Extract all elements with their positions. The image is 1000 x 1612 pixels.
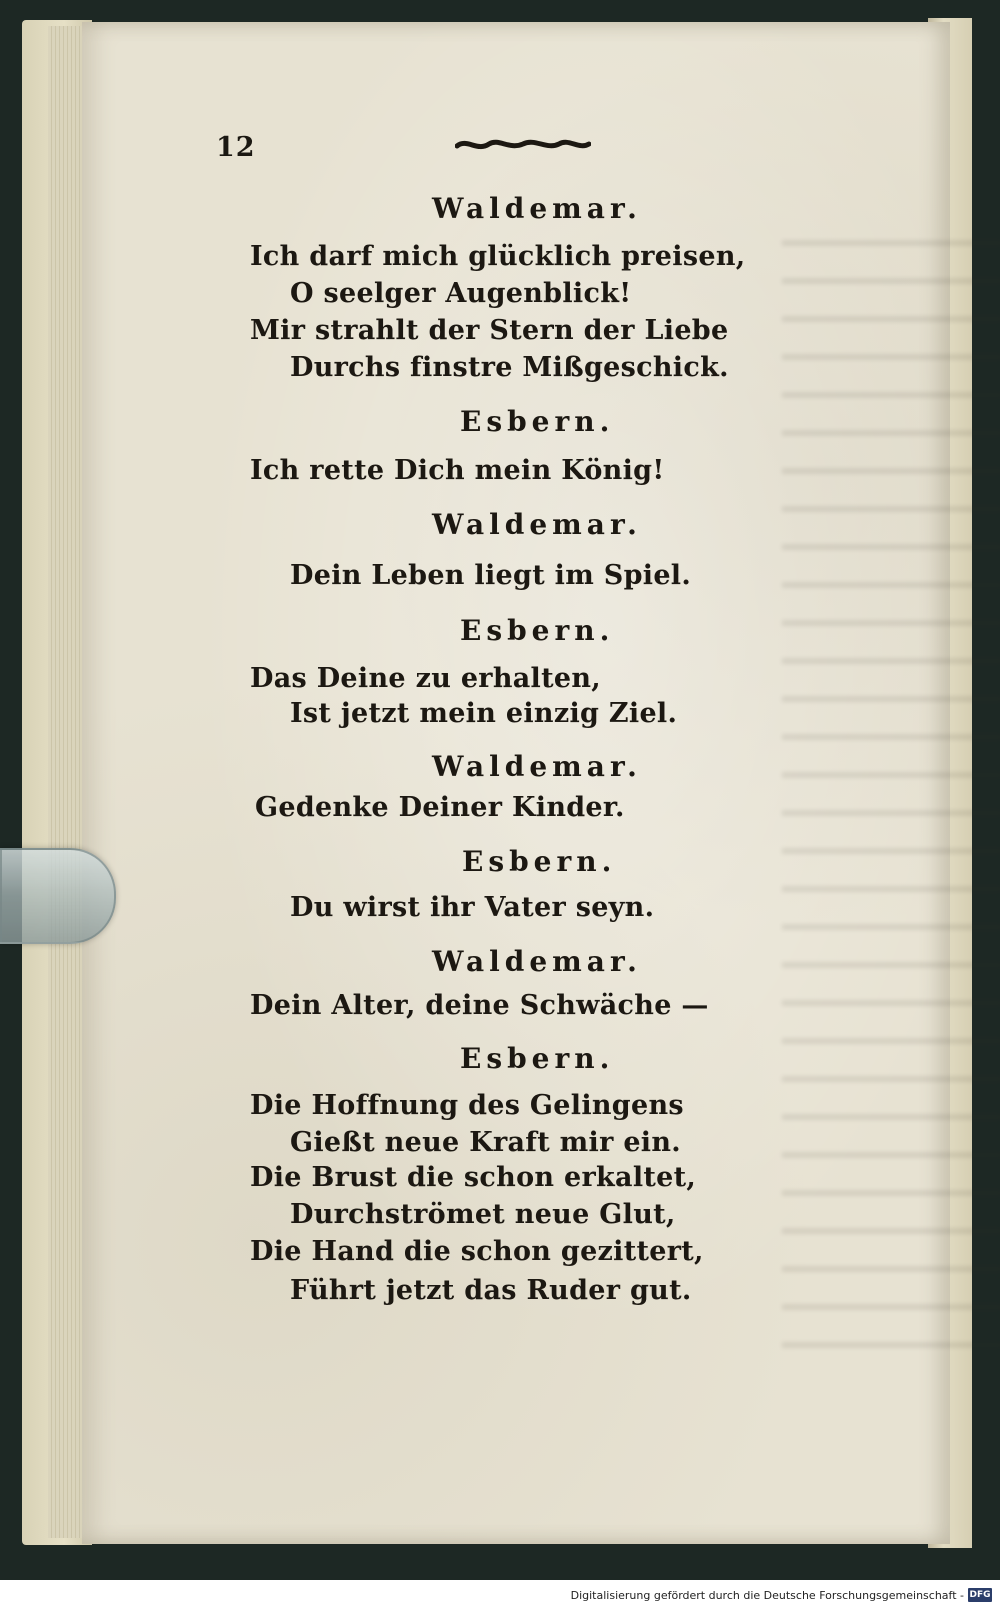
speaker-name: Waldemar. [432, 508, 642, 541]
verse-line: Führt jetzt das Ruder gut. [290, 1275, 692, 1306]
speaker-name: Esbern. [460, 405, 615, 438]
footer-bar [0, 1580, 1000, 1612]
verse-line: Die Hand die schon gezittert, [250, 1236, 704, 1267]
verse-line: Das Deine zu erhalten, [250, 663, 601, 694]
speaker-name: Waldemar. [432, 750, 642, 783]
speaker-name: Esbern. [460, 1042, 615, 1075]
verse-line: Mir strahlt der Stern der Liebe [250, 315, 729, 346]
verse-line: Ich darf mich glücklich preisen, [250, 241, 746, 272]
verse-line: Die Brust die schon erkaltet, [250, 1162, 697, 1193]
verse-line: Dein Alter, deine Schwäche — [250, 990, 709, 1021]
verse-line: O seelger Augenblick! [290, 278, 632, 309]
verse-line: Dein Leben liegt im Spiel. [290, 560, 692, 591]
speaker-name: Waldemar. [432, 192, 642, 225]
verse-line: Die Hoffnung des Gelingens [250, 1090, 684, 1121]
verse-line: Ich rette Dich mein König! [250, 455, 665, 486]
verse-line: Gießt neue Kraft mir ein. [290, 1127, 681, 1158]
digitization-credit: Digitalisierung gefördert durch die Deutsche Forschungsgemeinschaft - [570, 1589, 964, 1602]
speaker-name: Esbern. [462, 845, 617, 878]
speaker-name: Waldemar. [432, 945, 642, 978]
verse-line: Durchs finstre Mißgeschick. [290, 352, 729, 383]
verse-line: Ist jetzt mein einzig Ziel. [290, 698, 678, 729]
speaker-name: Esbern. [460, 614, 615, 647]
verse-line: Gedenke Deiner Kinder. [255, 792, 625, 823]
page-number: 12 [216, 132, 256, 163]
dfg-logo: DFG [969, 1590, 991, 1600]
verse-line: Durchströmet neue Glut, [290, 1199, 676, 1230]
verse-line: Du wirst ihr Vater seyn. [290, 892, 655, 923]
